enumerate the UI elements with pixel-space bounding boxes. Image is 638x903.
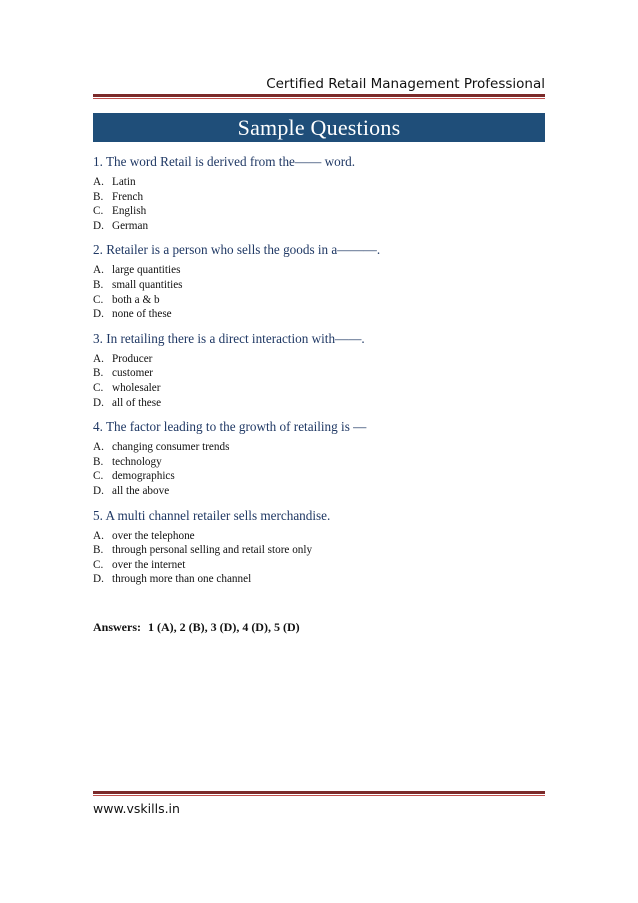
- option-text: all of these: [112, 396, 162, 409]
- option-text: English: [112, 205, 147, 218]
- header-rule-light: [93, 98, 545, 99]
- option-letter: B.: [93, 278, 104, 291]
- option-letter: C.: [93, 558, 104, 571]
- option-letter: A.: [93, 176, 104, 188]
- option-item: [93, 175, 545, 190]
- option-text: technology: [112, 455, 162, 468]
- option-item: [93, 366, 545, 381]
- option-item: [93, 543, 545, 558]
- question-text: 3. In retailing there is a direct interaction with——.: [93, 330, 365, 346]
- option-text: Producer: [112, 352, 153, 365]
- option-letter: D.: [93, 219, 104, 232]
- option-letter: D.: [93, 573, 104, 586]
- option-letter: A.: [93, 441, 104, 454]
- question-block: [93, 418, 545, 498]
- option-text: French: [112, 190, 144, 203]
- option-item: [93, 455, 545, 470]
- answer-key: [93, 620, 300, 635]
- footer-rule-light: [93, 795, 545, 796]
- option-item: [93, 352, 545, 367]
- question-list: [93, 153, 545, 595]
- footer-rule-dark: [93, 791, 545, 794]
- option-item: [93, 204, 545, 219]
- option-item: [93, 293, 545, 308]
- option-text: over the internet: [112, 558, 186, 571]
- option-text: over the telephone: [112, 529, 195, 542]
- option-item: [93, 440, 545, 455]
- option-letter: B.: [93, 367, 104, 380]
- option-letter: B.: [93, 455, 104, 468]
- option-item: [93, 307, 545, 322]
- option-letter: C.: [93, 205, 104, 218]
- option-letter: C.: [93, 293, 104, 306]
- question-block: [93, 330, 545, 410]
- option-text: wholesaler: [112, 381, 161, 394]
- option-text: customer: [112, 367, 154, 380]
- option-text: Latin: [112, 176, 136, 188]
- option-letter: B.: [93, 544, 104, 557]
- option-text: all the above: [112, 484, 170, 497]
- section-banner: [93, 113, 545, 142]
- option-text: demographics: [112, 470, 175, 483]
- option-text: both a & b: [112, 293, 160, 306]
- option-item: [93, 529, 545, 544]
- option-text: large quantities: [112, 264, 181, 277]
- question-text: 4. The factor leading to the growth of retailing is —: [93, 419, 367, 435]
- option-item: [93, 572, 545, 587]
- option-text: none of these: [112, 308, 172, 321]
- option-item: [93, 381, 545, 396]
- option-item: [93, 219, 545, 234]
- option-letter: D.: [93, 396, 104, 409]
- option-item: [93, 484, 545, 499]
- option-letter: D.: [93, 484, 104, 497]
- header-rule-dark: [93, 94, 545, 97]
- option-item: [93, 190, 545, 205]
- answers-text: 1 (A), 2 (B), 3 (D), 4 (D), 5 (D): [148, 620, 300, 634]
- option-letter: A.: [93, 352, 104, 365]
- option-item: [93, 263, 545, 278]
- option-text: small quantities: [112, 278, 183, 291]
- option-text: German: [112, 219, 149, 232]
- option-text: through more than one channel: [112, 573, 252, 586]
- option-item: [93, 396, 545, 411]
- option-letter: B.: [93, 190, 104, 203]
- option-item: [93, 558, 545, 573]
- header-title: Certified Retail Management Professional: [266, 76, 545, 92]
- option-item: [93, 278, 545, 293]
- question-block: [93, 507, 545, 587]
- option-item: [93, 469, 545, 484]
- option-letter: A.: [93, 264, 104, 277]
- option-text: through personal selling and retail store only: [112, 544, 313, 557]
- option-letter: C.: [93, 470, 104, 483]
- question-text: 1. The word Retail is derived from the—— word.: [93, 154, 355, 169]
- option-letter: C.: [93, 381, 104, 394]
- footer-url: www.vskills.in: [93, 801, 180, 816]
- option-text: changing consumer trends: [112, 441, 230, 454]
- question-block: [93, 241, 545, 321]
- question-block: [93, 153, 545, 233]
- answers-label: Answers:: [93, 620, 141, 634]
- banner-title: Sample Questions: [237, 114, 401, 140]
- question-text: 5. A multi channel retailer sells merchandise.: [93, 507, 331, 523]
- option-letter: D.: [93, 308, 104, 321]
- question-text: 2. Retailer is a person who sells the goods in a———.: [93, 242, 381, 258]
- option-letter: A.: [93, 529, 104, 542]
